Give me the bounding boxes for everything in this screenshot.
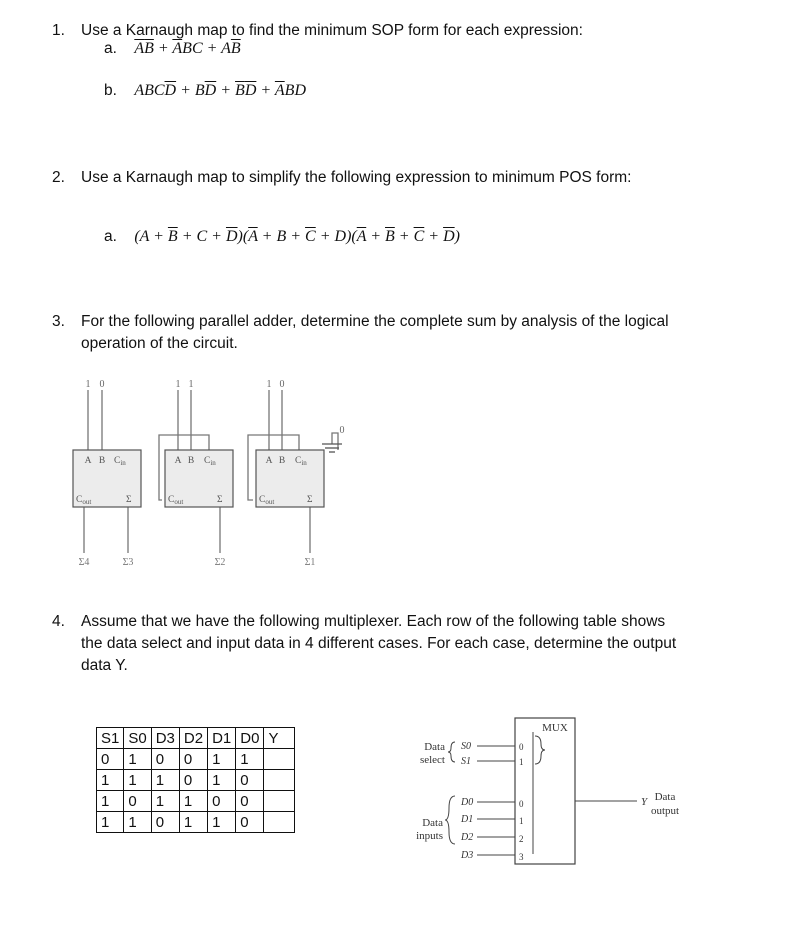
data-inputs-label-2: inputs bbox=[416, 830, 443, 842]
table-header-cell: D0 bbox=[236, 728, 264, 749]
output-y: Y bbox=[641, 796, 648, 808]
mux-cases-table bbox=[96, 727, 295, 833]
adder-1-pin-cout: $C_{out}$ bbox=[76, 495, 92, 506]
table-header-cell: S1 bbox=[97, 728, 124, 749]
adder-3-pin-cout: $C_{out}$ bbox=[259, 495, 275, 506]
carry-in-value: 0 bbox=[339, 425, 345, 436]
table-header-cell: D3 bbox=[151, 728, 179, 749]
table-row bbox=[97, 812, 295, 833]
table-header-cell: Y bbox=[264, 728, 295, 749]
question-2-number: 2. bbox=[52, 169, 65, 186]
input-d1: D1 bbox=[461, 814, 474, 825]
adder-2-input-b: 1 bbox=[188, 379, 194, 390]
adder-1-input-b: 0 bbox=[99, 379, 105, 390]
question-1b-expression: $ABC\overline{D} + B\overline{D} + \overline{B}\overline{D} + \overline{A}BD$ bbox=[134, 82, 306, 99]
data-select-label-2: select bbox=[419, 754, 445, 766]
question-2-text: Use a Karnaugh map to simplify the following expression to minimum POS form: bbox=[81, 169, 632, 186]
question-1-text: Use a Karnaugh map to find the minimum SOP form for each expression: bbox=[81, 22, 583, 39]
table-cell: 1 bbox=[179, 812, 207, 833]
table-cell: 0 bbox=[179, 770, 207, 791]
adder-3-pin-cin: $C_{in}$ bbox=[295, 456, 307, 467]
question-1b-label: b. bbox=[104, 82, 117, 99]
data-output-label-1: Data bbox=[654, 791, 676, 803]
table-cell: 1 bbox=[97, 791, 124, 812]
mux-title: MUX bbox=[542, 722, 568, 734]
select-line-s0: S0 bbox=[461, 741, 471, 752]
question-1-number: 1. bbox=[52, 22, 65, 39]
question-4-line-1: Assume that we have the following multiplexer. Each row of the following table shows bbox=[81, 613, 666, 630]
question-4 bbox=[52, 611, 752, 677]
table-cell-y bbox=[264, 791, 295, 812]
input-d3: D3 bbox=[461, 850, 474, 861]
table-cell: 0 bbox=[124, 791, 151, 812]
adder-2-pin-sum: Σ bbox=[217, 495, 223, 505]
question-1a-label: a. bbox=[104, 40, 117, 57]
table-cell: 0 bbox=[236, 791, 264, 812]
table-cell: 1 bbox=[97, 770, 124, 791]
input-num-3: 3 bbox=[519, 852, 524, 862]
table-cell: 1 bbox=[124, 770, 151, 791]
adder-1-pin-cin: $C_{in}$ bbox=[114, 456, 126, 467]
table-cell: 1 bbox=[179, 791, 207, 812]
table-cell: 0 bbox=[236, 770, 264, 791]
table-cell-y bbox=[264, 812, 295, 833]
input-num-1: 1 bbox=[519, 816, 524, 826]
adder-1-input-a: 1 bbox=[85, 379, 91, 390]
table-cell: 0 bbox=[179, 749, 207, 770]
input-num-2: 2 bbox=[519, 834, 524, 844]
table-cell: 0 bbox=[208, 791, 236, 812]
table-cell-y bbox=[264, 770, 295, 791]
data-output-label-2: output bbox=[650, 805, 680, 817]
adder-2-pin-cin: $C_{in}$ bbox=[204, 456, 216, 467]
select-num-1: 1 bbox=[519, 757, 524, 767]
table-cell: 1 bbox=[124, 749, 151, 770]
data-inputs-label-1: Data bbox=[422, 817, 443, 829]
table-row bbox=[97, 770, 295, 791]
question-3-line-2: operation of the circuit. bbox=[81, 335, 238, 352]
sum-output-2: Σ2 bbox=[214, 557, 226, 568]
table-cell: 0 bbox=[151, 812, 179, 833]
adder-1-pin-b: B bbox=[98, 456, 106, 466]
data-select-label-1: Data bbox=[424, 741, 445, 753]
table-cell: 1 bbox=[208, 770, 236, 791]
question-2a bbox=[104, 228, 460, 246]
question-3-number: 3. bbox=[52, 313, 65, 330]
adder-1-pin-a: A bbox=[84, 456, 92, 466]
table-header-cell: D1 bbox=[208, 728, 236, 749]
input-num-0: 0 bbox=[519, 799, 524, 809]
sum-output-1: Σ1 bbox=[304, 557, 316, 568]
table-cell: 1 bbox=[97, 812, 124, 833]
adder-2-pin-b: B bbox=[187, 456, 195, 466]
adder-3-input-a: 1 bbox=[266, 379, 272, 390]
table-cell-y bbox=[264, 749, 295, 770]
table-cell: 0 bbox=[236, 812, 264, 833]
question-1 bbox=[52, 20, 752, 42]
adder-3-pin-b: B bbox=[278, 456, 286, 466]
adder-2-input-a: 1 bbox=[175, 379, 181, 390]
question-2 bbox=[52, 167, 752, 189]
sum-output-3: Σ3 bbox=[122, 557, 134, 568]
question-2a-expression: $(A + \overline{B} + C + \overline{D})(\overline{A} + B + \overline{C} + D)(\overline{A} + \overline{B} + \overline{C} + \overline{D})$ bbox=[134, 228, 460, 245]
sum-output-4: Σ4 bbox=[78, 557, 90, 568]
table-cell: 1 bbox=[208, 812, 236, 833]
question-3-line-1: For the following parallel adder, determine the complete sum by analysis of the logical bbox=[81, 313, 669, 330]
parallel-adder-diagram bbox=[60, 375, 360, 570]
question-4-line-3: data Y. bbox=[81, 657, 128, 674]
table-row bbox=[97, 791, 295, 812]
table-cell: 1 bbox=[151, 791, 179, 812]
adder-3-pin-sum: Σ bbox=[307, 495, 313, 505]
question-1b bbox=[104, 82, 306, 100]
question-2a-label: a. bbox=[104, 228, 117, 245]
select-num-0: 0 bbox=[519, 742, 524, 752]
table-header-cell: S0 bbox=[124, 728, 151, 749]
table-header-cell: D2 bbox=[179, 728, 207, 749]
question-4-number: 4. bbox=[52, 613, 65, 630]
input-d0: D0 bbox=[461, 797, 474, 808]
table-cell: 0 bbox=[97, 749, 124, 770]
table-cell: 1 bbox=[208, 749, 236, 770]
input-d2: D2 bbox=[461, 832, 474, 843]
multiplexer-diagram bbox=[405, 712, 705, 872]
question-3 bbox=[52, 311, 752, 355]
question-1a bbox=[104, 40, 241, 58]
table-cell: 1 bbox=[124, 812, 151, 833]
adder-1-pin-sum: Σ bbox=[126, 495, 132, 505]
select-line-s1: S1 bbox=[461, 756, 471, 767]
table-row bbox=[97, 749, 295, 770]
adder-2-pin-cout: $C_{out}$ bbox=[168, 495, 184, 506]
table-cell: 0 bbox=[151, 749, 179, 770]
table-cell: 1 bbox=[151, 770, 179, 791]
adder-3-pin-a: A bbox=[265, 456, 273, 466]
question-4-line-2: the data select and input data in 4 different cases. For each case, determine the output bbox=[81, 635, 677, 652]
adder-3-input-b: 0 bbox=[279, 379, 285, 390]
table-header-row bbox=[97, 728, 295, 749]
table-cell: 1 bbox=[236, 749, 264, 770]
adder-2-pin-a: A bbox=[174, 456, 182, 466]
question-1a-expression: $\overline{A}\overline{B} + \overline{A}BC + A\overline{B}$ bbox=[134, 40, 241, 57]
